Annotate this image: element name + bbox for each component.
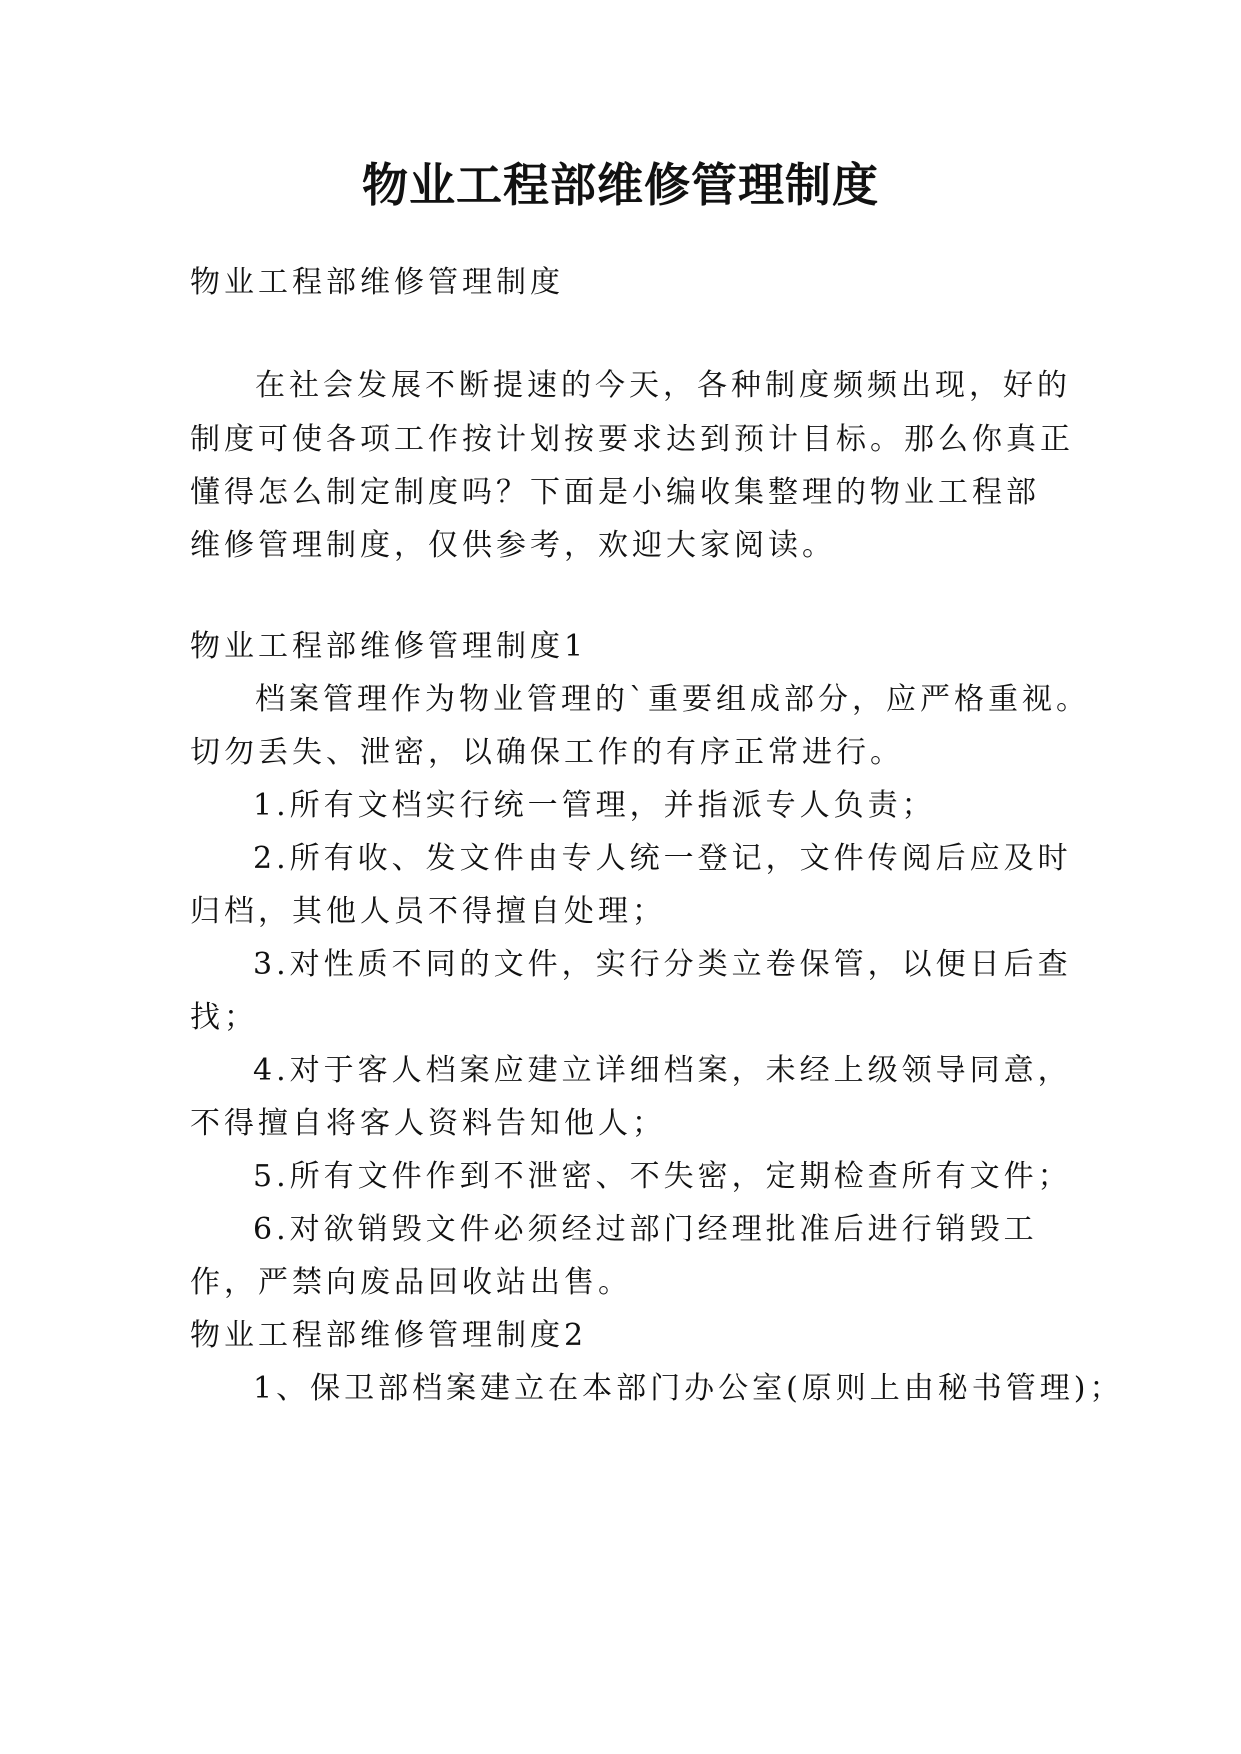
section-1-item: 1.所有文档实行统一管理，并指派专人负责； [253,788,936,823]
section-1-line: 档案管理作为物业管理的`重要组成部分，应严格重视。 [255,682,1090,717]
intro-line: 维修管理制度，仅供参考，欢迎大家阅读。 [190,528,836,563]
section-2-item: 1、保卫部档案建立在本部门办公室(原则上由秘书管理)； [253,1371,1124,1406]
document-subtitle: 物业工程部维修管理制度 [190,265,564,300]
section-1-line: 作，严禁向废品回收站出售。 [190,1265,632,1300]
section-1-line: 切勿丢失、泄密，以确保工作的有序正常进行。 [190,735,904,770]
section-1-item: 3.对性质不同的文件，实行分类立卷保管，以便日后查 [253,947,1072,982]
section-1-line: 不得擅自将客人资料告知他人； [190,1106,666,1141]
section-1-item: 5.所有文件作到不泄密、不失密，定期检查所有文件； [253,1159,1072,1194]
section-1-item: 4.对于客人档案应建立详细档案，未经上级领导同意， [253,1053,1072,1088]
section-2-heading: 物业工程部维修管理制度2 [190,1318,588,1353]
section-1-item: 6.对欲销毁文件必须经过部门经理批准后进行销毁工 [253,1212,1038,1247]
intro-line: 在社会发展不断提速的今天，各种制度频频出现，好的 [255,368,1071,403]
section-1-item: 2.所有收、发文件由专人统一登记，文件传阅后应及时 [253,841,1072,876]
document-title: 物业工程部维修管理制度 [362,158,879,212]
intro-line: 制度可使各项工作按计划按要求达到预计目标。那么你真正 [190,422,1074,457]
section-1-line: 找； [190,1000,258,1035]
section-1-heading: 物业工程部维修管理制度1 [190,629,588,664]
intro-line: 懂得怎么制定制度吗？下面是小编收集整理的物业工程部 [190,475,1040,510]
section-1-line: 归档，其他人员不得擅自处理； [190,894,666,929]
